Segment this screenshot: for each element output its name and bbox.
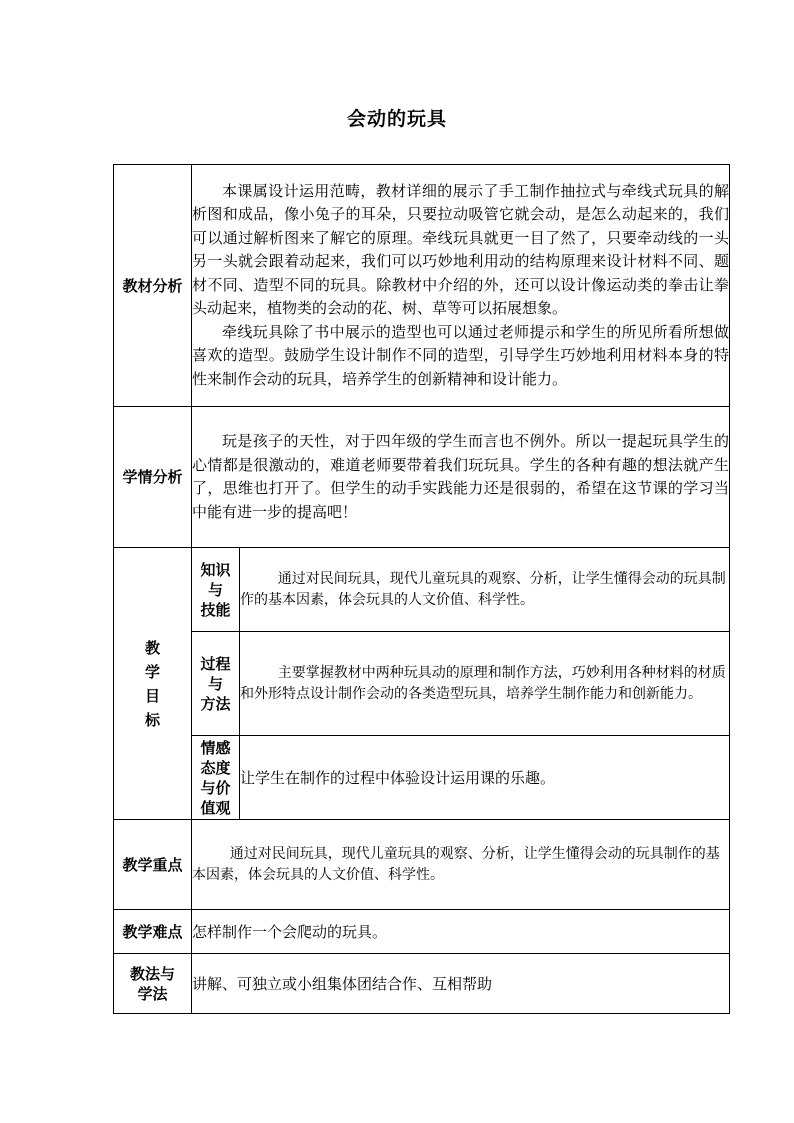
label-line: 方法 — [200, 694, 231, 713]
label-process-methods — [192, 632, 240, 736]
row-student-analysis — [114, 407, 730, 548]
page-title: 会动的玩具 — [346, 108, 447, 130]
label-emotion-values — [192, 736, 240, 820]
methods-content: 讲解、可独立或小组集体团结合作、互相帮助 — [192, 954, 730, 1014]
row-material-analysis — [114, 165, 730, 407]
label-objectives — [114, 548, 192, 820]
student-analysis-paragraph: 玩是孩子的天性，对于四年级的学生而言也不例外。所以一提起玩具学生的心情都是很激动的，难道老师要带着我们玩玩具。学生的各种有趣的想法就产生了，思维也打开了。但学生的动手实践能力还是很弱的，希望在这节课的学习当中能有进一步的提高吧！ — [192, 432, 729, 521]
row-key-points — [114, 820, 730, 910]
lesson-plan-table — [113, 164, 730, 1014]
label-line: 过程 — [200, 654, 231, 673]
label-line: 值观 — [200, 798, 231, 817]
objectives-label-char: 标 — [144, 710, 160, 729]
objectives-label-char: 学 — [144, 662, 160, 681]
label-student-analysis: 学情分析 — [114, 407, 192, 548]
material-analysis-paragraph: 本课属设计运用范畴，教材详细的展示了手工制作抽拉式与牵线式玩具的解析图和成品，像小兔子的耳朵，只要拉动吸管它就会动，是怎么动起来的，我们可以通过解析图来了解它的原理。牵线玩具就更一目了然了，只要牵动线的一头另一头就会跟着动起来，我们可以巧妙地利用动的结构原理来设计材料不同、题材不同、造型不同的玩具。除教材中介绍的外，还可以设计像运动类的拳击让拳头动起来，植物类的会动的花、树、草等可以拓展想象。 — [192, 181, 729, 318]
knowledge-skills-text: 通过对民间玩具，现代儿童玩具的观察、分析，让学生懂得会动的玩具制作的基本因素，体会玩具的人文价值、科学性。 — [240, 570, 726, 608]
material-analysis-content — [192, 165, 730, 407]
label-line: 教法与 — [129, 964, 175, 983]
label-knowledge-skills — [192, 548, 240, 632]
row-methods — [114, 954, 730, 1014]
objectives-label-char: 目 — [144, 686, 160, 705]
difficulties-content: 怎样制作一个会爬动的玩具。 — [192, 910, 730, 954]
label-line: 与价 — [200, 778, 231, 797]
emotion-values-content: 让学生在制作的过程中体验设计运用课的乐趣。 — [240, 736, 730, 820]
key-points-text: 通过对民间玩具，现代儿童玩具的观察、分析，让学生懂得会动的玩具制作的基本因素，体会玩具的人文价值、科学性。 — [192, 845, 720, 883]
label-difficulties: 教学难点 — [114, 910, 192, 954]
key-points-content — [192, 820, 730, 910]
label-line: 与 — [207, 674, 223, 693]
label-line: 态度 — [200, 758, 231, 777]
row-objective-knowledge — [114, 548, 730, 632]
student-analysis-content — [192, 407, 730, 548]
label-line: 知识 — [200, 560, 231, 579]
knowledge-skills-content — [240, 548, 730, 632]
label-material-analysis: 教材分析 — [114, 165, 192, 407]
label-line: 与 — [207, 580, 223, 599]
label-line: 学法 — [137, 984, 168, 1003]
label-key-points: 教学重点 — [114, 820, 192, 910]
label-methods — [114, 954, 192, 1014]
process-methods-text: 主要掌握教材中两种玩具动的原理和制作方法，巧妙利用各种材料的材质和外形特点设计制作会动的各类造型玩具，培养学生制作能力和创新能力。 — [240, 664, 726, 702]
row-objective-process — [114, 632, 730, 736]
material-analysis-paragraph: 牵线玩具除了书中展示的造型也可以通过老师提示和学生的所见所看所想做喜欢的造型。鼓励学生设计制作不同的造型，引导学生巧妙地利用材料本身的特性来制作会动的玩具，培养学生的创新精神和设计能力。 — [192, 322, 729, 388]
objectives-label-char: 教 — [144, 638, 160, 657]
row-difficulties — [114, 910, 730, 954]
process-methods-content — [240, 632, 730, 736]
label-line: 技能 — [200, 600, 231, 619]
label-line: 情感 — [200, 738, 231, 757]
row-objective-emotion — [114, 736, 730, 820]
